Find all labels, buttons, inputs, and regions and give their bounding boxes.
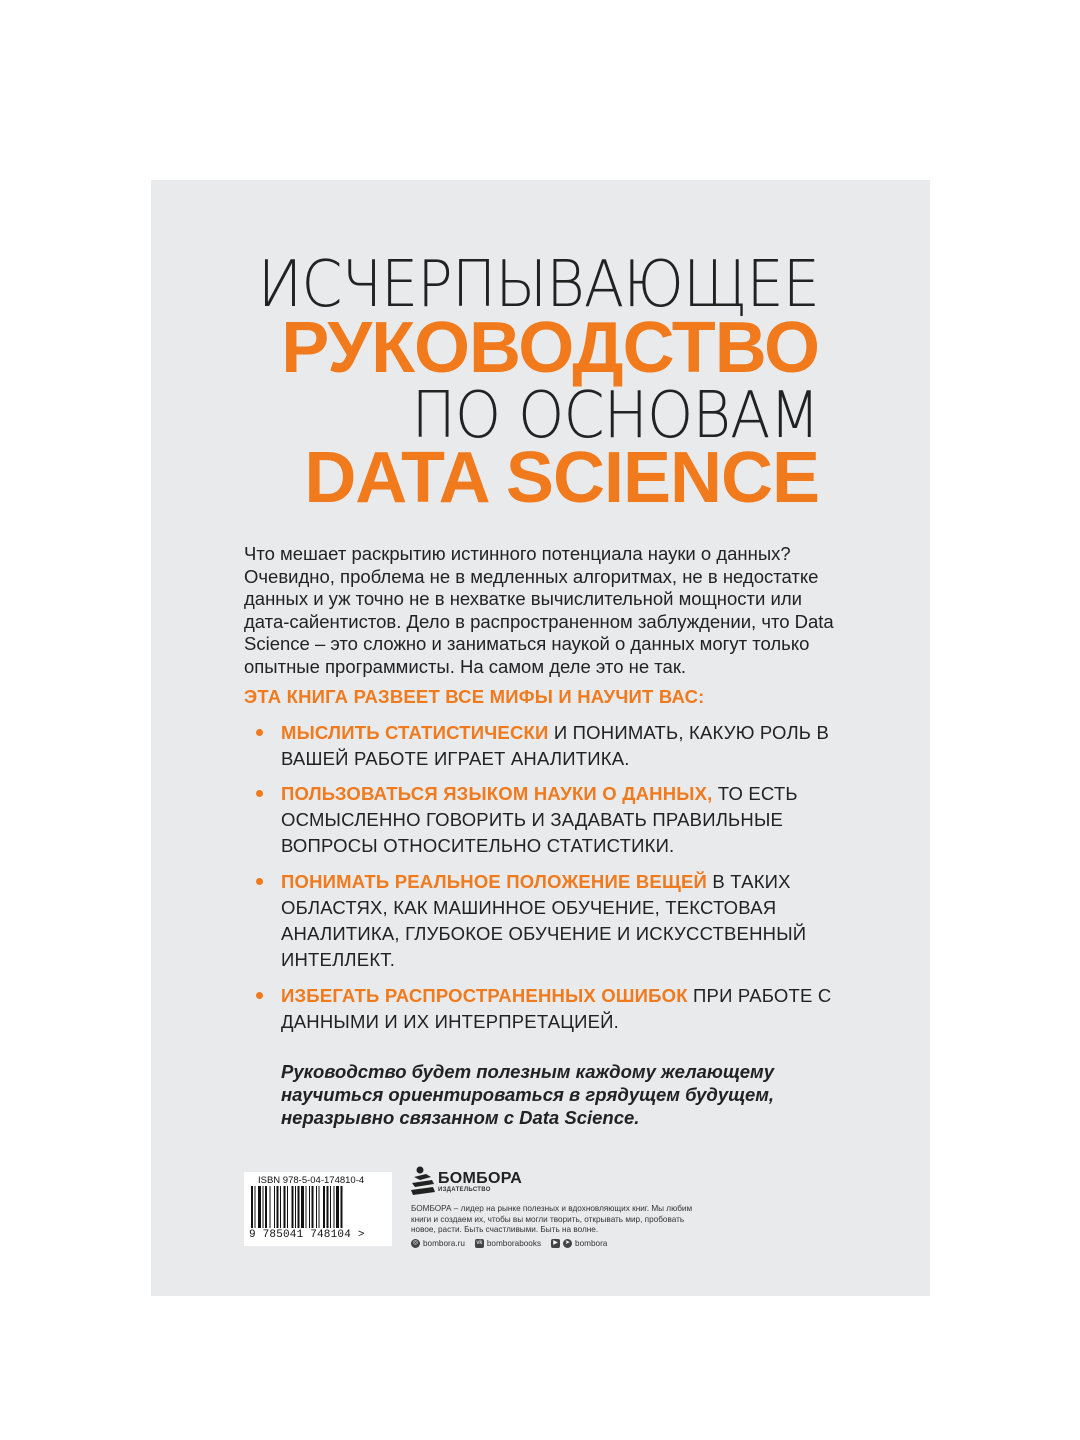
title-line-3: ПО ОСНОВАМ — [411, 379, 819, 453]
telegram-icon: ➤ — [565, 1240, 571, 1246]
barcode-bars — [249, 1186, 387, 1230]
item-highlight: МЫСЛИТЬ СТАТИСТИЧЕСКИ — [281, 722, 549, 743]
youtube-icon: ▶ — [551, 1239, 560, 1248]
isbn-barcode — [244, 1172, 392, 1246]
item-highlight: ИЗБЕГАТЬ РАСПРОСТРАНЕННЫХ ОШИБОК — [281, 985, 688, 1006]
social-vk[interactable] — [475, 1239, 541, 1248]
social-youtube-telegram[interactable] — [551, 1239, 607, 1248]
publisher-about: БОМБОРА – лидер на рынке полезных и вдохновляющих книг. Мы любим книги и создаем их, чтобы вы могли творить, открывать мир, пробовать новое, расти. Быть счастливыми. Быть на волне. — [411, 1204, 693, 1234]
social-label: bombora — [575, 1239, 608, 1248]
list-item — [256, 720, 836, 772]
closing-paragraph: Руководство будет полезным каждому желающему научиться ориентироваться в грядущем будущем, неразрывно связанном с Data Science. — [281, 1061, 775, 1128]
bombora-logo-icon — [411, 1165, 435, 1195]
item-text: ПРИ РАБОТЕ С ДАННЫМИ И ИХ ИНТЕРПРЕТАЦИЕЙ. — [281, 985, 832, 1032]
list-item — [256, 869, 836, 973]
book-back-cover — [151, 180, 930, 1296]
list-item — [256, 781, 836, 859]
barcode-digits: 9 785041 748104 > — [249, 1229, 365, 1241]
list-heading: ЭТА КНИГА РАЗВЕЕТ ВСЕ МИФЫ И НАУЧИТ ВАС: — [244, 686, 705, 707]
bullet-icon — [256, 790, 263, 797]
vk-icon: vk — [476, 1240, 483, 1246]
title-line-4: DATA SCIENCE — [304, 438, 819, 518]
instagram-icon: ◎ — [412, 1240, 419, 1246]
bullet-icon — [256, 992, 263, 999]
item-highlight: ПОЛЬЗОВАТЬСЯ ЯЗЫКОМ НАУКИ О ДАННЫХ, — [281, 783, 713, 804]
bullet-icon — [256, 729, 263, 736]
title-line-2: РУКОВОДСТВО — [281, 308, 819, 388]
intro-paragraph: Что мешает раскрытию истинного потенциала науки о данных? Очевидно, проблема не в медленных алгоритмах, не в недостатке данных и уж точно не в нехватке вычислительной мощности или дата-сайентистов. Дело в распространенном заблуждении, что Data Science – это сложно и заниматься наукой о данных могут только опытные программисты. На самом деле это не так. — [244, 543, 834, 677]
item-text: ТО ЕСТЬ ОСМЫСЛЕННО ГОВОРИТЬ И ЗАДАВАТЬ ПРАВИЛЬНЫЕ ВОПРОСЫ ОТНОСИТЕЛЬНО СТАТИСТИКИ. — [281, 783, 798, 856]
isbn-number: ISBN 978-5-04-174810-4 — [258, 1175, 365, 1186]
item-highlight: ПОНИМАТЬ РЕАЛЬНОЕ ПОЛОЖЕНИЕ ВЕЩЕЙ — [281, 871, 708, 892]
publisher-name: БОМБОРА — [438, 1170, 523, 1187]
social-label: bomborabooks — [486, 1239, 542, 1248]
title-line-1: ИСЧЕРПЫВАЮЩЕЕ — [257, 248, 819, 322]
publisher-subtitle: ИЗДАТЕЛЬСТВО — [438, 1187, 491, 1193]
social-instagram[interactable] — [411, 1239, 465, 1248]
bullet-icon — [256, 878, 263, 885]
item-text: И ПОНИМАТЬ, КАКУЮ РОЛЬ В ВАШЕЙ РАБОТЕ ИГРАЕТ АНАЛИТИКА. — [281, 722, 830, 769]
list-item — [256, 983, 836, 1035]
social-label: bombora.ru — [423, 1239, 465, 1248]
item-text: В ТАКИХ ОБЛАСТЯХ, КАК МАШИННОЕ ОБУЧЕНИЕ, ТЕКСТОВАЯ АНАЛИТИКА, ГЛУБОКОЕ ОБУЧЕНИЕ И ИСКУССТВЕННЫЙ ИНТЕЛЛЕКТ. — [281, 871, 807, 970]
publisher-socials — [411, 1239, 607, 1248]
